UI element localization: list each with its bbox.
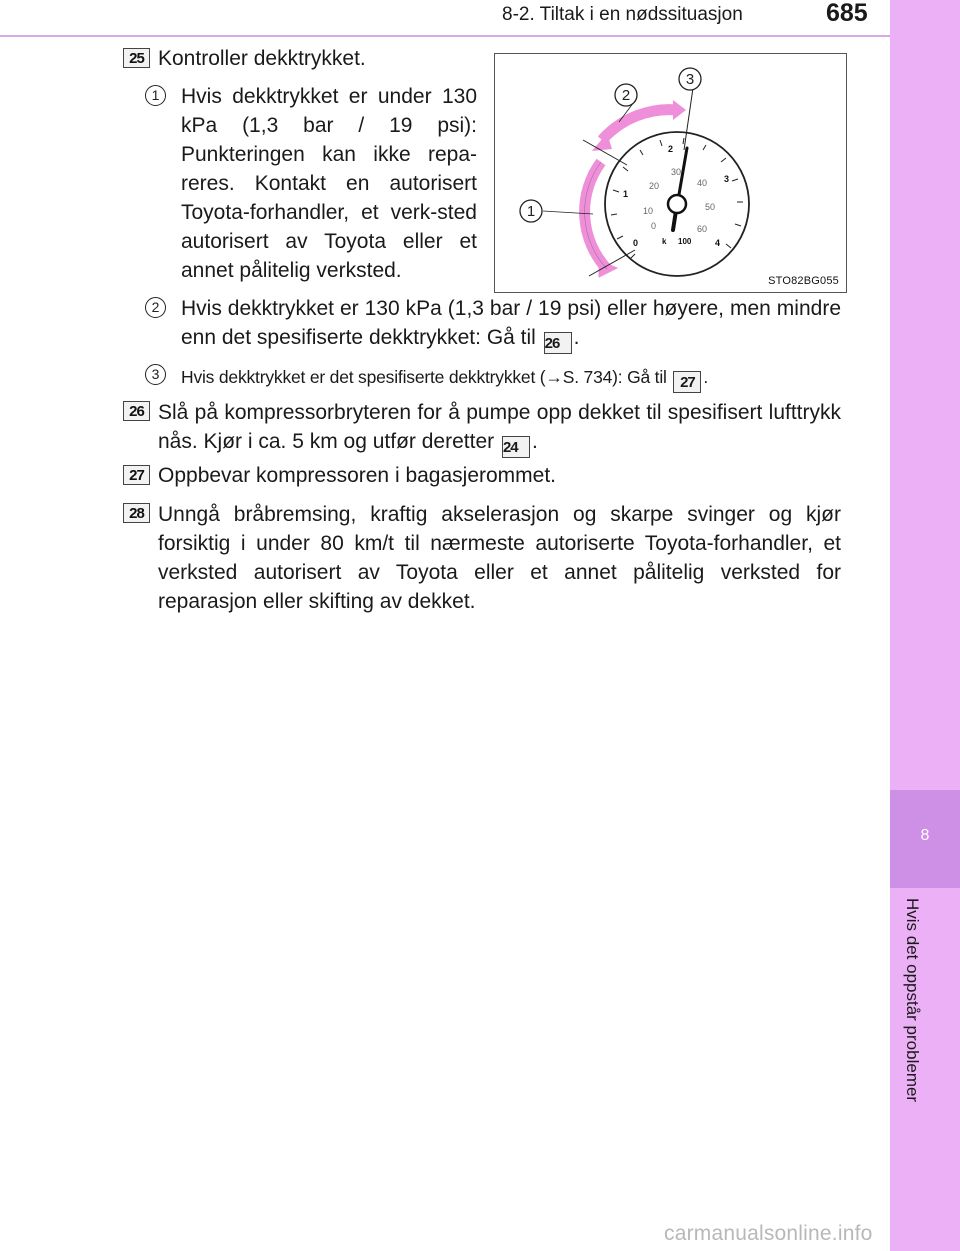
- step-27-text: Oppbevar kompressoren i bagasjerommet.: [158, 464, 557, 487]
- step-ref-26[interactable]: 26: [544, 332, 572, 354]
- step-badge-26: 26: [123, 401, 150, 421]
- step-badge-28: 28: [123, 503, 150, 523]
- gauge-inner-label-30: 30: [671, 167, 682, 177]
- callout-3-label: 3: [685, 71, 695, 88]
- gauge-inner-label-40: 40: [697, 178, 708, 188]
- watermark: carmanualsonline.info: [664, 1222, 873, 1245]
- gauge-outer-label-1: 1: [623, 189, 629, 199]
- gauge-outer-label-2: 2: [668, 144, 674, 154]
- gauge-outer-label-4: 4: [715, 238, 721, 248]
- circled-number-3: 3: [145, 364, 166, 385]
- circled-number-1: 1: [145, 85, 166, 106]
- header-rule: [0, 35, 890, 37]
- step-ref-27[interactable]: 27: [673, 371, 701, 393]
- gauge-inner-label-10: 10: [643, 206, 654, 216]
- callout-1-label: 1: [526, 203, 536, 220]
- gauge-hub: [668, 195, 686, 213]
- step-25-sub2-text: Hvis dekktrykket er 130 kPa (1,3 bar / 19 psi) eller høyere, men mindre enn det spesifiserte dekktrykket: Gå til 26 .: [181, 297, 841, 352]
- step-26-text: Slå på kompressorbryteren for å pumpe opp dekket til spesifisert lufttrykk nås. Kjør i ca. 5 km og utfør deretter 24 .: [158, 401, 841, 456]
- range-arc-mid-arrowhead-right: [673, 100, 686, 120]
- step-25-text: Kontroller dekktrykket.: [158, 47, 366, 70]
- step-ref-24[interactable]: 24: [502, 436, 530, 458]
- gauge-inner-label-20: 20: [649, 181, 660, 191]
- gauge-outer-label-0: 0: [633, 238, 639, 248]
- step-25-sub3-text: Hvis dekktrykket er det spesifiserte dekktrykket (→S. 734): Gå til 27 .: [181, 367, 709, 391]
- gauge-inner-label-50: 50: [705, 202, 716, 212]
- gauge-inner-label-0: 0: [651, 221, 657, 231]
- page-number: 685: [826, 0, 868, 27]
- gauge-extra-label: 100: [678, 237, 692, 246]
- section-title: 8-2. Tiltak i en nødssituasjon: [502, 4, 743, 25]
- chapter-number: 8: [920, 827, 930, 844]
- chapter-title: Hvis det oppstår problemer: [903, 898, 922, 1103]
- gauge-outer-label-3: 3: [724, 174, 730, 184]
- step-badge-25: 25: [123, 48, 150, 68]
- step-28-text: Unngå bråbremsing, kraftig akselerasjon og skarpe svinger og kjør forsiktig i under 80 km/t til nærmeste autoriserte Toyota-forhandler, et verksted autorisert av Toyota eller et annet pålitelig verksted for reparasjon eller skifting av dekket.: [158, 503, 841, 613]
- pressure-gauge-illustration: [495, 54, 848, 294]
- figure-code: STO82BG055: [768, 275, 839, 287]
- circled-number-2: 2: [145, 297, 166, 318]
- step-25-sub1-text: Hvis dekktrykket er under 130 kPa (1,3 bar / 19 psi): Punkteringen kan ikke repa-reres. Kontakt en autorisert Toyota-forhandler, et verk-sted autorisert av Toyota eller et annet pålitelig verksted.: [181, 85, 477, 282]
- gauge-inner-label-60: 60: [697, 224, 708, 234]
- callout-2-label: 2: [621, 87, 631, 104]
- gauge-unit-label: k: [662, 237, 667, 246]
- range-arc-low: [585, 162, 607, 269]
- pressure-gauge-figure: [494, 53, 847, 293]
- step-badge-27: 27: [123, 465, 150, 485]
